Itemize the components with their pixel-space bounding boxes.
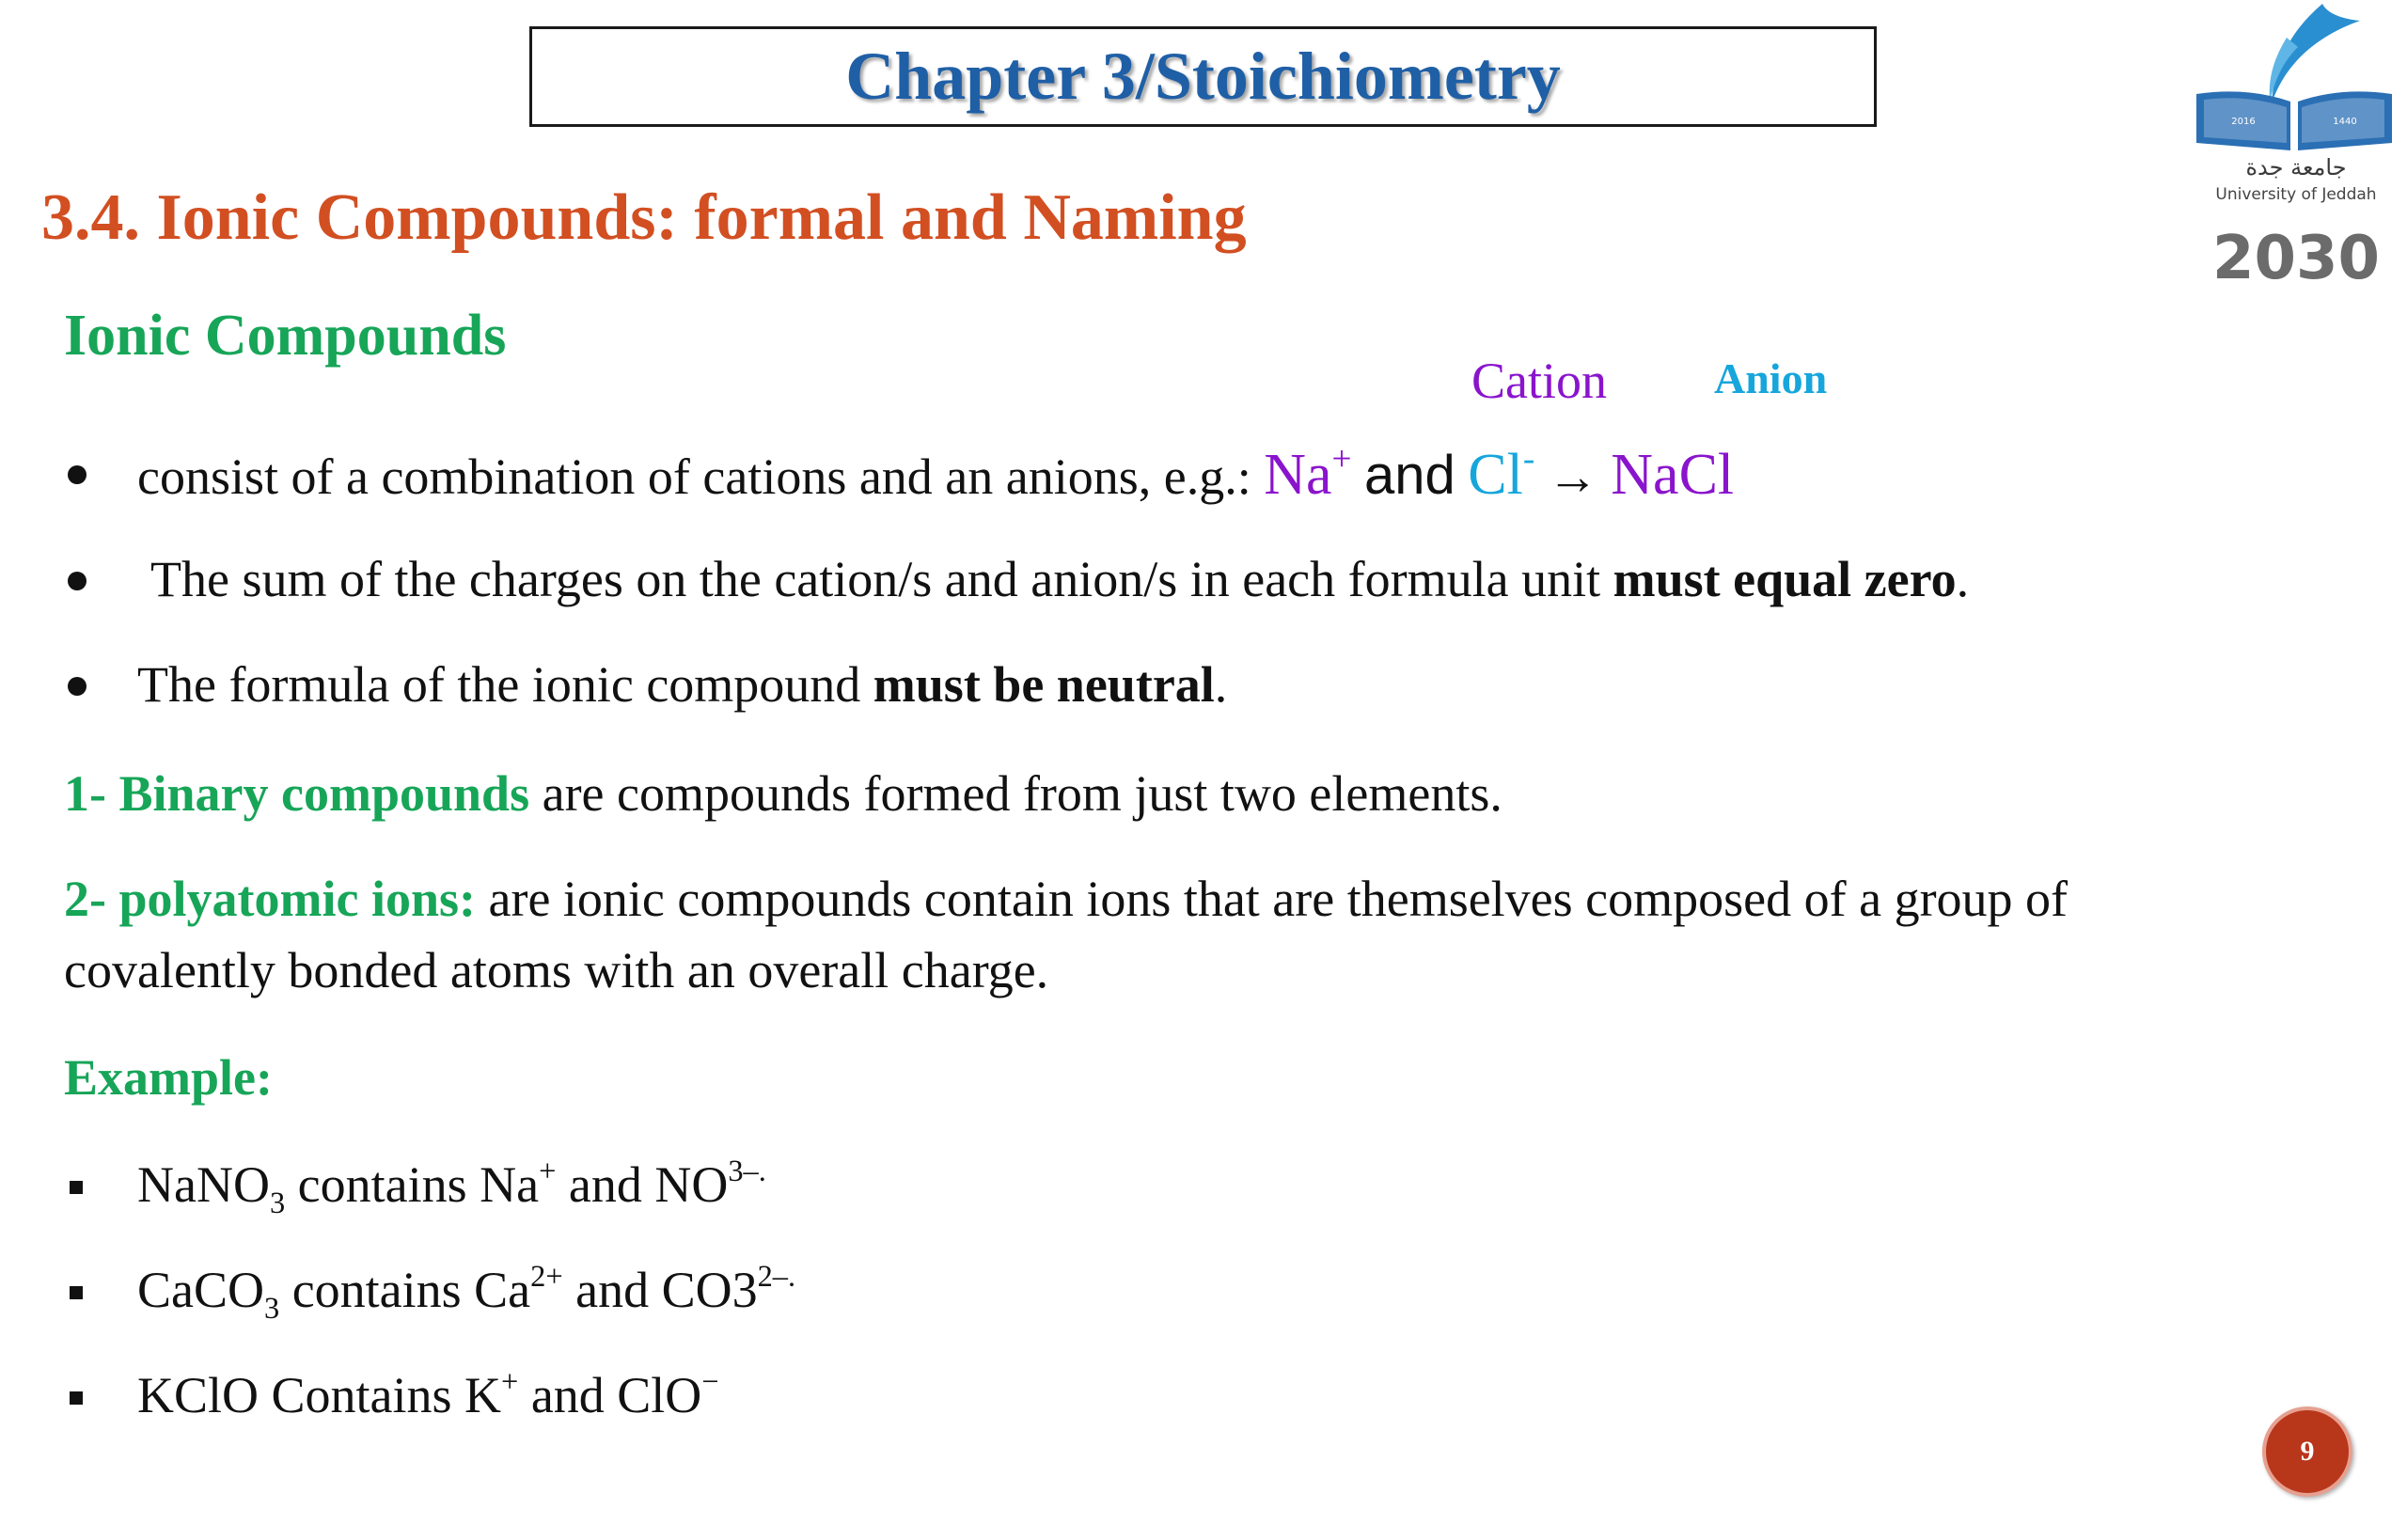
example-and: and ClO	[518, 1367, 702, 1423]
bullet-square-icon	[70, 1391, 83, 1405]
bullet-neutral	[137, 654, 1227, 715]
example-contains: Contains K	[259, 1367, 502, 1423]
ionic-compounds-heading: Ionic Compounds	[64, 304, 507, 368]
example-contains: contains Na	[285, 1156, 540, 1213]
logo-arabic-name: جامعة جدة	[2245, 154, 2347, 181]
logo-english-name: University of Jeddah	[2215, 185, 2377, 204]
logo-vision-2030: 2030	[2211, 224, 2381, 293]
anion-formula	[1468, 439, 1535, 507]
example-subscript: 3	[264, 1291, 280, 1326]
bullet-combination	[137, 440, 1734, 510]
bullet-sum-charges	[150, 549, 1969, 610]
polyatomic-label: 2- polyatomic ions:	[64, 871, 476, 927]
binary-text: are compounds formed from just two elements.	[529, 765, 1502, 822]
bullet-dot-icon	[68, 677, 87, 696]
example-charge-1: 2+	[530, 1259, 563, 1294]
bullet-emphasis: must be neutral	[873, 656, 1215, 713]
logo-year-left: 2016	[2231, 117, 2256, 127]
example-charge-2: −	[701, 1364, 719, 1399]
example-contains: contains Ca	[279, 1262, 531, 1318]
bullet-end: .	[1214, 656, 1228, 713]
bullet-dot-icon	[68, 572, 87, 590]
example-charge-1: +	[501, 1364, 519, 1399]
chapter-title: Chapter 3/Stoichiometry	[845, 39, 1561, 114]
polyatomic-line-1	[64, 869, 2068, 930]
anion-label: Anion	[1714, 354, 1828, 402]
cation-symbol: Na	[1264, 443, 1332, 507]
cation-label: Cation	[1471, 353, 1607, 409]
example-heading: Example:	[64, 1049, 273, 1106]
example-formula: NaNO	[137, 1156, 270, 1213]
binary-compounds-line	[64, 763, 1502, 825]
example-formula: CaCO	[137, 1262, 264, 1318]
logo-year-right: 1440	[2333, 117, 2357, 127]
example-charge-2: 2–.	[757, 1259, 796, 1294]
university-logo	[2181, 0, 2407, 301]
reaction-arrow-icon: →	[1547, 448, 1598, 505]
and-word: and	[1364, 445, 1455, 506]
bullet-square-icon	[70, 1181, 83, 1194]
example-item-kclo	[137, 1365, 719, 1426]
bullet-text: consist of a combination of cations and an anions, e.g.:	[137, 448, 1265, 505]
example-item-nano3	[137, 1154, 766, 1220]
bullet-end: .	[1956, 551, 1970, 607]
binary-label: 1- Binary compounds	[64, 765, 530, 822]
example-charge-2: 3–.	[728, 1154, 766, 1188]
bullet-dot-icon	[68, 465, 87, 484]
polyatomic-text: are ionic compounds contain ions that are themselves composed of a group of	[476, 871, 2069, 927]
polyatomic-line-2: covalently bonded atoms with an overall charge.	[64, 942, 1049, 998]
example-and: and CO3	[562, 1262, 758, 1318]
example-charge-1: +	[539, 1154, 557, 1188]
cation-charge: +	[1331, 439, 1352, 479]
anion-symbol: Cl	[1468, 443, 1523, 507]
bullet-text: The sum of the charges on the cation/s and anion/s in each formula unit	[150, 551, 1613, 607]
page-number-badge	[2262, 1406, 2352, 1497]
example-subscript: 3	[269, 1186, 286, 1220]
chapter-title-box	[529, 26, 1877, 127]
bullet-square-icon	[70, 1286, 83, 1299]
cation-formula	[1264, 439, 1352, 507]
example-formula: KClO	[137, 1367, 260, 1423]
page-number: 9	[2300, 1436, 2315, 1467]
bullet-text: The formula of the ionic compound	[137, 656, 873, 713]
example-item-caco3	[137, 1259, 796, 1326]
bullet-emphasis: must equal zero	[1613, 551, 1957, 607]
product-formula: NaCl	[1611, 443, 1735, 507]
example-and: and NO	[556, 1156, 729, 1213]
section-title: 3.4. Ionic Compounds: formal and Naming	[41, 181, 1247, 254]
anion-charge: -	[1522, 439, 1535, 479]
open-book-logo-icon	[2181, 0, 2407, 301]
